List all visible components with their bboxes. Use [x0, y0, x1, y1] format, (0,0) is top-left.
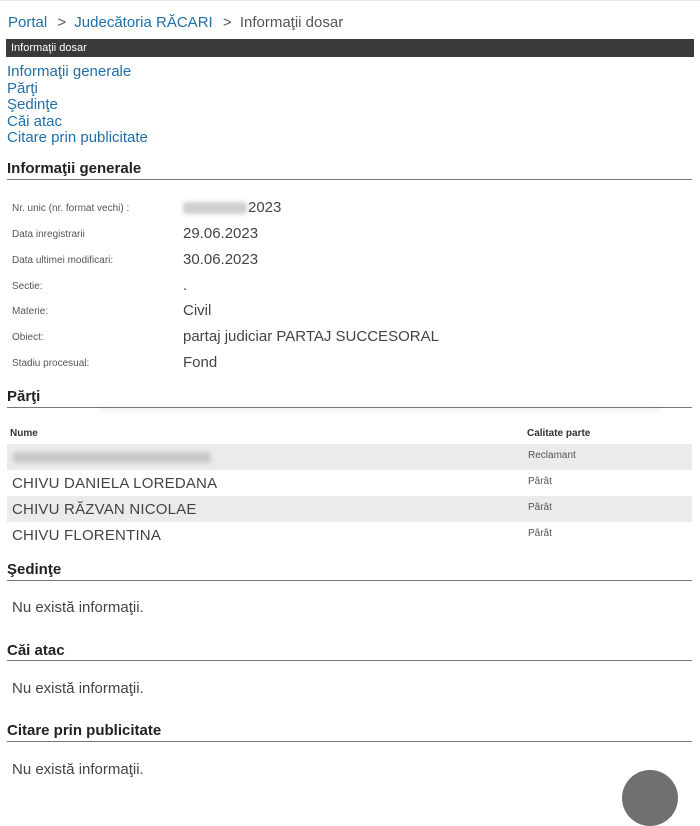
field-value: 29.06.2023 — [183, 225, 259, 242]
field-label: Materie: — [12, 306, 49, 317]
party-name: CHIVU DANIELA LOREDANA — [12, 475, 218, 492]
top-divider — [0, 0, 700, 1]
breadcrumb-separator: > — [57, 14, 67, 31]
breadcrumb-separator: > — [222, 14, 232, 31]
field-value — [183, 199, 281, 216]
field-label: Stadiu procesual: — [12, 358, 90, 369]
table-row — [7, 496, 692, 522]
table-row — [7, 470, 692, 496]
field-row-sectie — [12, 277, 692, 297]
field-row-data-ultimei-modificari — [12, 251, 692, 271]
field-row-stadiu-procesual — [12, 354, 692, 374]
breadcrumb-court-link[interactable]: Judecătoria RĂCARI — [74, 14, 213, 31]
toc-link-parti[interactable]: Părţi — [7, 79, 38, 97]
toc-link-citare[interactable]: Citare prin publicitate — [7, 129, 148, 146]
column-header-nume: Nume — [10, 428, 38, 439]
empty-message: Nu există informaţii. — [12, 680, 144, 697]
redacted-name — [13, 452, 211, 463]
section-divider — [7, 660, 692, 661]
case-year: 2023 — [248, 199, 282, 216]
section-navigation — [7, 64, 148, 147]
breadcrumb-current: Informaţii dosar — [239, 14, 344, 31]
breadcrumb-portal-link[interactable]: Portal — [8, 14, 48, 31]
page-header-bar: Informaţii dosar — [6, 39, 694, 57]
field-value: Fond — [183, 354, 218, 371]
table-row — [7, 444, 692, 470]
toc-link-informatii-generale[interactable]: Informaţii generale — [7, 63, 132, 80]
section-title-sedinte: Şedinţe — [7, 561, 62, 578]
toc-link-cai-atac[interactable]: Căi atac — [7, 112, 63, 130]
party-role: Pârât — [528, 502, 552, 513]
field-label: Data inregistrarii — [12, 229, 85, 240]
field-row-obiect — [12, 328, 692, 348]
field-row-materie — [12, 302, 692, 322]
table-row — [7, 522, 692, 548]
toc-link-sedinte[interactable]: Şedinţe — [7, 96, 58, 113]
field-label: Nr. unic (nr. format vechi) : — [12, 203, 130, 214]
section-title-cai-atac: Căi atac — [7, 642, 65, 659]
section-divider — [7, 741, 692, 742]
field-label: Sectie: — [12, 281, 43, 292]
section-title-informatii-generale: Informaţii generale — [7, 160, 142, 177]
field-row-data-inregistrarii — [12, 225, 692, 245]
party-role: Pârât — [528, 476, 552, 487]
section-title-citare-prin-publicitate: Citare prin publicitate — [7, 722, 162, 739]
section-divider — [7, 407, 692, 408]
party-role: Reclamant — [528, 450, 576, 461]
party-name: CHIVU FLORENTINA — [12, 527, 162, 544]
field-label: Data ultimei modificari: — [12, 255, 114, 266]
field-value: partaj judiciar PARTAJ SUCCESORAL — [183, 328, 439, 345]
breadcrumb — [8, 14, 343, 31]
section-title-parti: Părţi — [7, 388, 41, 405]
column-header-calitate-parte: Calitate parte — [527, 428, 591, 439]
section-divider — [7, 580, 692, 581]
redacted-number — [183, 202, 247, 214]
section-divider — [7, 179, 692, 180]
party-name: CHIVU RĂZVAN NICOLAE — [12, 501, 197, 518]
field-value: . — [183, 277, 188, 294]
empty-message: Nu există informaţii. — [12, 761, 144, 778]
field-row-nr-unic — [12, 199, 692, 219]
empty-message: Nu există informaţii. — [12, 599, 144, 616]
field-value: Civil — [183, 302, 212, 319]
party-role: Pârât — [528, 528, 552, 539]
field-label: Obiect: — [12, 332, 44, 343]
field-value: 30.06.2023 — [183, 251, 259, 268]
floating-action-button[interactable] — [622, 770, 678, 826]
